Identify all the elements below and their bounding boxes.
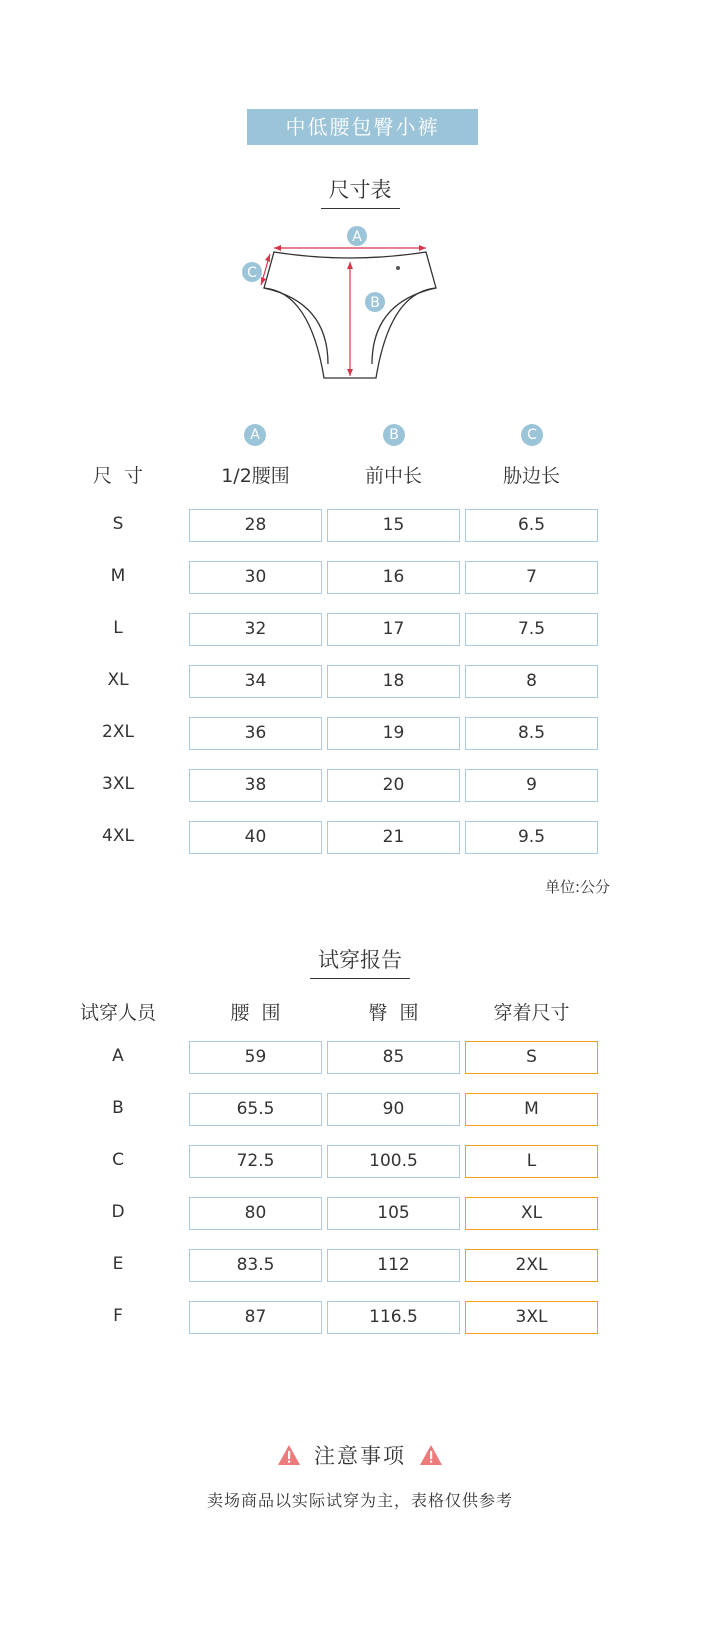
worn-size-cell: L [465, 1145, 598, 1178]
arrowhead-b-top [347, 262, 353, 269]
tester-label: F [113, 1306, 123, 1326]
size-label: XL [107, 670, 129, 690]
fit-report-heading [0, 944, 720, 979]
garment-measurement-diagram [240, 222, 460, 402]
front-length-cell: 21 [327, 821, 460, 854]
worn-size-cell: M [465, 1093, 598, 1126]
front-length-cell: 15 [327, 509, 460, 542]
half-waist-cell: 34 [189, 665, 322, 698]
waist-cell: 59 [189, 1041, 322, 1074]
waist-cell: 65.5 [189, 1093, 322, 1126]
half-waist-cell: 36 [189, 717, 322, 750]
size-label: S [112, 514, 124, 534]
size-label: M [110, 566, 126, 586]
half-waist-cell: 28 [189, 509, 322, 542]
tester-label: C [112, 1150, 124, 1170]
front-length-cell: 20 [327, 769, 460, 802]
half-waist-cell: 40 [189, 821, 322, 854]
size-chart-heading [0, 174, 720, 209]
unit-note: 单位:公分 [544, 878, 610, 896]
waist-cell: 87 [189, 1301, 322, 1334]
tester-label: A [112, 1046, 124, 1066]
size-label: L [113, 618, 123, 638]
warning-icon [277, 1444, 301, 1466]
side-length-cell: 9 [465, 769, 598, 802]
worn-size-header: 穿着尺寸 [493, 1002, 570, 1024]
worn-size-cell: S [465, 1041, 598, 1074]
hip-cell: 100.5 [327, 1145, 460, 1178]
product-title-banner: 中低腰包臀小裤 [247, 109, 478, 145]
size-label: 2XL [102, 722, 134, 742]
waist-cell: 72.5 [189, 1145, 322, 1178]
diagram-label-a: A [352, 229, 362, 245]
hip-cell: 112 [327, 1249, 460, 1282]
half-waist-cell: 30 [189, 561, 322, 594]
side-length-header: 胁边长 [502, 465, 560, 487]
side-length-cell: 7 [465, 561, 598, 594]
size-label: 3XL [102, 774, 134, 794]
column-letter-b: B [383, 424, 405, 446]
column-letter-c: C [521, 424, 543, 446]
diagram-label-c: C [247, 265, 257, 281]
notice-heading-text: 注意事项 [314, 1444, 406, 1468]
tester-label: E [112, 1254, 124, 1274]
worn-size-cell: 2XL [465, 1249, 598, 1282]
front-length-header: 前中长 [364, 465, 422, 487]
front-length-cell: 18 [327, 665, 460, 698]
diagram-label-b: B [370, 295, 380, 311]
side-length-cell: 7.5 [465, 613, 598, 646]
tester-label: B [112, 1098, 124, 1118]
half-waist-header: 1/2腰围 [221, 465, 290, 487]
side-length-cell: 6.5 [465, 509, 598, 542]
arrowhead-c-top [265, 254, 270, 262]
half-waist-cell: 38 [189, 769, 322, 802]
tester-header: 试穿人员 [79, 1002, 156, 1024]
waist-header: 腰 围 [230, 1002, 281, 1024]
worn-size-cell: XL [465, 1197, 598, 1230]
side-length-cell: 8.5 [465, 717, 598, 750]
side-length-cell: 9.5 [465, 821, 598, 854]
size-label: 4XL [102, 826, 134, 846]
tester-label: D [111, 1202, 125, 1222]
size-chart-heading-text: 尺寸表 [321, 174, 400, 209]
front-length-cell: 17 [327, 613, 460, 646]
column-letter-a: A [244, 424, 266, 446]
warning-icon [419, 1444, 443, 1466]
hip-cell: 105 [327, 1197, 460, 1230]
size-column-header: 尺 寸 [92, 465, 144, 487]
waist-cell: 83.5 [189, 1249, 322, 1282]
brand-mark-icon [396, 266, 400, 270]
hip-cell: 85 [327, 1041, 460, 1074]
notice-text: 卖场商品以实际试穿为主，表格仅供参考 [206, 1491, 513, 1510]
half-waist-cell: 32 [189, 613, 322, 646]
arrowhead-a-left [274, 245, 281, 251]
hip-header: 臀 围 [368, 1002, 419, 1024]
front-length-cell: 16 [327, 561, 460, 594]
hip-cell: 116.5 [327, 1301, 460, 1334]
worn-size-cell: 3XL [465, 1301, 598, 1334]
fit-report-heading-text: 试穿报告 [310, 944, 410, 979]
arrowhead-b-bottom [347, 369, 353, 376]
waist-cell: 80 [189, 1197, 322, 1230]
hip-cell: 90 [327, 1093, 460, 1126]
arrowhead-a-right [419, 245, 426, 251]
front-length-cell: 19 [327, 717, 460, 750]
notice-heading [0, 1440, 720, 1470]
side-length-cell: 8 [465, 665, 598, 698]
